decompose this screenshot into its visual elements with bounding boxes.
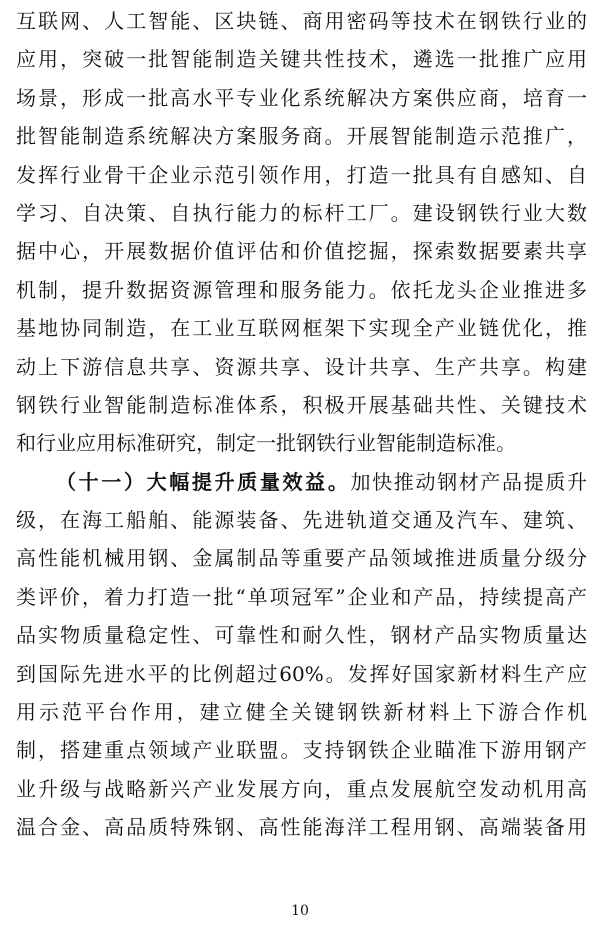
text-line: 类评价，着力打造一批“单项冠军”企业和产品，持续提高产 (16, 584, 587, 609)
text-line: 制，搭建重点领域产业联盟。支持钢铁企业瞄准下游用钢产 (16, 738, 587, 763)
section-first-line (16, 463, 587, 501)
text-line: 应用，突破一批智能制造关键共性技术，遴选一批推广应用 (16, 47, 587, 72)
text-line: 发挥行业骨干企业示范引领作用，打造一批具有自感知、自 (16, 162, 587, 187)
text-line: 机制，提升数据资源管理和服务能力。依托龙头企业推进多 (16, 277, 587, 302)
text-line: 互联网、人工智能、区块链、商用密码等技术在钢铁行业的 (16, 9, 587, 33)
text-line: 钢铁行业智能制造标准体系，积极开展基础共性、关键技术 (16, 392, 587, 417)
section-first-line-text: 加快推动钢材产品提质升 (350, 469, 587, 494)
page-number: 10 (291, 903, 309, 919)
text-line: 学习、自决策、自执行能力的标杆工厂。建设钢铁行业大数 (16, 200, 587, 225)
text-line: 级，在海工船舶、能源装备、先进轨道交通及汽车、建筑、 (16, 508, 587, 533)
text-line: 高性能机械用钢、金属制品等重要产品领域推进质量分级分 (16, 546, 587, 571)
text-line: 温合金、高品质特殊钢、高性能海洋工程用钢、高端装备用 (16, 815, 587, 840)
text-line: 用示范平台作用，建立健全关键钢铁新材料上下游合作机 (16, 700, 587, 725)
text-line: 到国际先进水平的比例超过60%。发挥好国家新材料生产应 (16, 661, 587, 686)
text-line: 动上下游信息共享、资源共享、设计共享、生产共享。构建 (16, 354, 587, 379)
text-line: 业升级与战略新兴产业发展方向，重点发展航空发动机用高 (16, 776, 587, 801)
text-line: 据中心，开展数据价值评估和价值挖掘，探索数据要素共享 (16, 239, 587, 264)
text-line: 批智能制造系统解决方案服务商。开展智能制造示范推广， (16, 124, 587, 149)
body-text (16, 2, 587, 847)
section-heading: （十一）大幅提升质量效益。 (56, 469, 351, 494)
text-line: 品实物质量稳定性、可靠性和耐久性，钢材产品实物质量达 (16, 623, 587, 648)
text-line: 基地协同制造，在工业互联网框架下实现全产业链优化，推 (16, 316, 587, 341)
text-line: 场景，形成一批高水平专业化系统解决方案供应商，培育一 (16, 85, 587, 110)
text-line: 和行业应用标准研究，制定一批钢铁行业智能制造标准。 (16, 431, 516, 456)
